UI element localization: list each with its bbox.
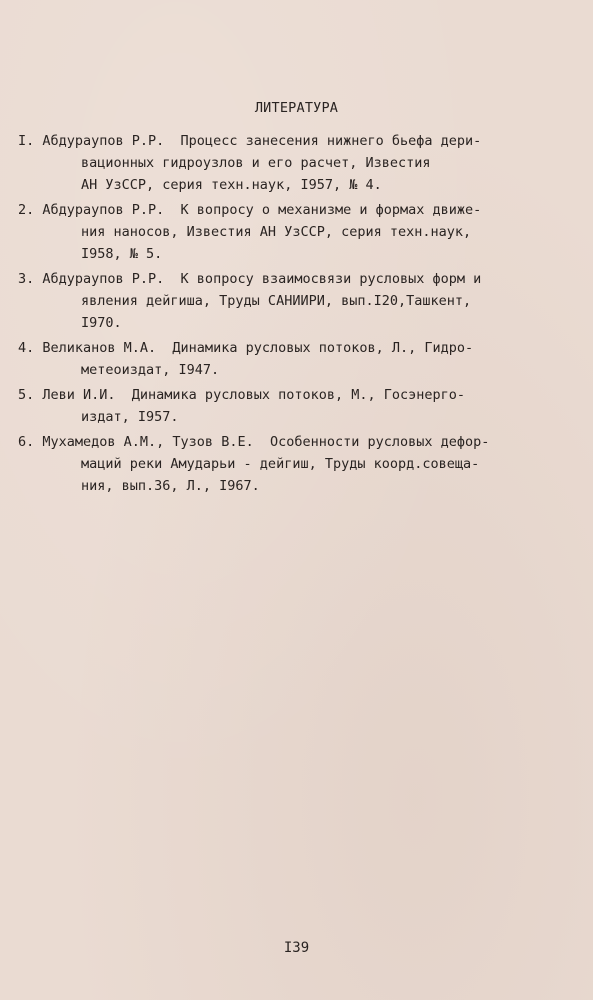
- reference-line: маций реки Амударьи - дейгиш, Труды коорд.совеща-: [81, 456, 480, 472]
- reference-item-6: [18, 431, 558, 497]
- reference-line: I958, № 5.: [81, 246, 163, 262]
- reference-item-3: [18, 268, 558, 334]
- reference-line: ния наносов, Известия АН УзССР, серия техн.наук,: [81, 224, 472, 240]
- reference-line: I. Абдураупов Р.Р. Процесс занесения нижнего бьефа дери-: [18, 133, 482, 149]
- reference-line: I970.: [81, 315, 122, 331]
- reference-line: 6. Мухамедов А.М., Тузов В.Е. Особенности русловых дефор-: [18, 434, 490, 450]
- reference-line: 4. Великанов М.А. Динамика русловых потоков, Л., Гидро-: [18, 340, 474, 356]
- references-heading: ЛИТЕРАТУРА: [254, 100, 339, 116]
- reference-line: издат, I957.: [81, 409, 179, 425]
- reference-line: АН УзССР, серия техн.наук, I957, № 4.: [81, 177, 382, 193]
- page-number: I39: [283, 940, 310, 956]
- reference-line: 2. Абдураупов Р.Р. К вопросу о механизме и формах движе-: [18, 202, 482, 218]
- reference-line: вационных гидроузлов и его расчет, Известия: [81, 155, 431, 171]
- reference-item-2: [18, 199, 558, 265]
- reference-line: метеоиздат, I947.: [81, 362, 220, 378]
- reference-item-5: [18, 384, 558, 428]
- reference-item-1: [18, 130, 558, 196]
- reference-line: ния, вып.36, Л., I967.: [81, 478, 260, 494]
- reference-line: 3. Абдураупов Р.Р. К вопросу взаимосвязи русловых форм и: [18, 271, 482, 287]
- reference-line: 5. Леви И.И. Динамика русловых потоков, М., Госэнерго-: [18, 387, 466, 403]
- reference-line: явления дейгиша, Труды САНИИРИ, вып.I20,Ташкент,: [81, 293, 472, 309]
- reference-list: [18, 130, 558, 497]
- reference-item-4: [18, 337, 558, 381]
